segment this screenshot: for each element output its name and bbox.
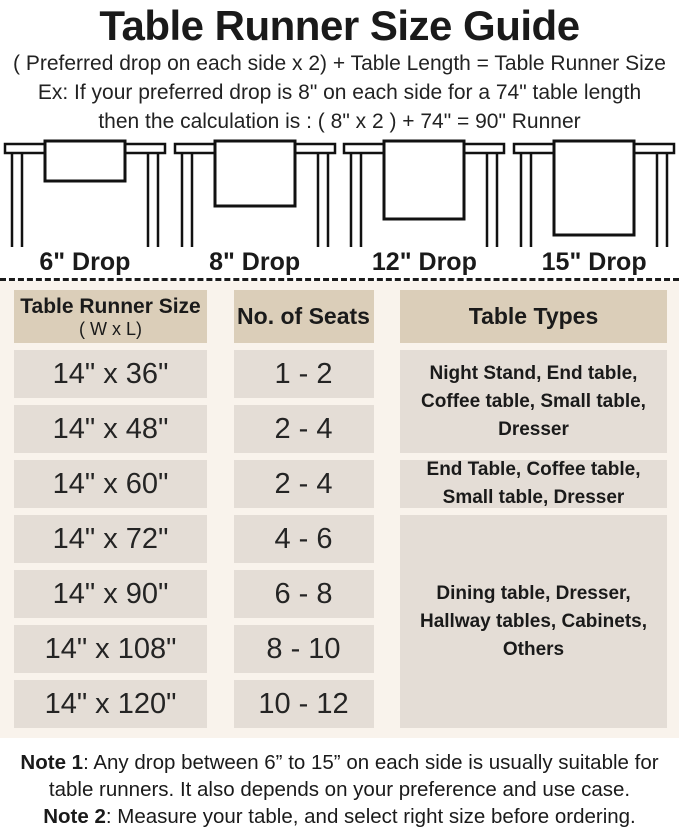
example-line-2: then the calculation is : ( 8" x 2 ) + 74" = 90" Runner [98, 110, 581, 133]
drop-label-row [0, 247, 679, 278]
illustration-2 [170, 139, 340, 247]
seats-cell: 6 - 8 [234, 570, 374, 618]
runner-size-cell: 14" x 48" [14, 405, 207, 453]
column-header-runner-size [14, 290, 207, 343]
drop-label-1: 6" Drop [39, 248, 131, 276]
table-types-cell-2: End Table, Coffee table, Small table, Dresser [400, 460, 667, 508]
drop-label-2: 8" Drop [209, 248, 301, 276]
illustration-3 [340, 139, 510, 247]
runner-size-cell: 14" x 120" [14, 680, 207, 728]
note-2-label: Note 2 [43, 805, 106, 828]
table-types-cell-1: Night Stand, End table, Coffee table, Small table, Dresser [400, 350, 667, 453]
seats-cell: 10 - 12 [234, 680, 374, 728]
runner-size-cell: 14" x 36" [14, 350, 207, 398]
table-side-view-illustration [342, 139, 506, 247]
table-types-cell-3: Dining table, Dresser, Hallway tables, Cabinets, Others [400, 515, 667, 728]
note-2-text: : Measure your table, and select right size before ordering. [105, 805, 636, 828]
example-line-1: Ex: If your preferred drop is 8" on each side for a 74" table length [37, 81, 642, 104]
runner-size-cell: 14" x 60" [14, 460, 207, 508]
seats-cell: 2 - 4 [234, 405, 374, 453]
notes-block [0, 749, 679, 830]
illustration-1 [0, 139, 170, 247]
seats-cell: 8 - 10 [234, 625, 374, 673]
size-guide-section [0, 281, 679, 738]
column-header-seats: No. of Seats [234, 290, 374, 343]
table-side-view-illustration [3, 139, 167, 247]
seats-cell: 4 - 6 [234, 515, 374, 563]
note-1-text: : Any drop between 6” to 15” on each side is usually suitable for table runners. It also depends on your preference and use case. [48, 751, 659, 801]
column-header-table-types: Table Types [400, 290, 667, 343]
drop-label-3: 12" Drop [371, 248, 477, 276]
seats-cell: 1 - 2 [234, 350, 374, 398]
column-header-runner-size-sub: ( W x L) [79, 318, 142, 339]
runner-size-cell: 14" x 108" [14, 625, 207, 673]
illustration-4 [509, 139, 679, 247]
runner-size-cell: 14" x 72" [14, 515, 207, 563]
header-block [0, 0, 679, 136]
table-side-view-illustration [512, 139, 676, 247]
table-side-view-illustration [173, 139, 337, 247]
size-grid [14, 290, 667, 728]
drop-label-4: 15" Drop [541, 248, 647, 276]
runner-size-cell: 14" x 90" [14, 570, 207, 618]
page-title: Table Runner Size Guide [99, 2, 580, 49]
column-header-runner-size-title: Table Runner Size [20, 294, 201, 318]
note-1 [4, 749, 675, 803]
illustration-row [0, 139, 679, 247]
seats-cell: 2 - 4 [234, 460, 374, 508]
note-1-label: Note 1 [20, 751, 84, 774]
formula-line: ( Preferred drop on each side x 2) + Table Length = Table Runner Size [13, 52, 666, 75]
